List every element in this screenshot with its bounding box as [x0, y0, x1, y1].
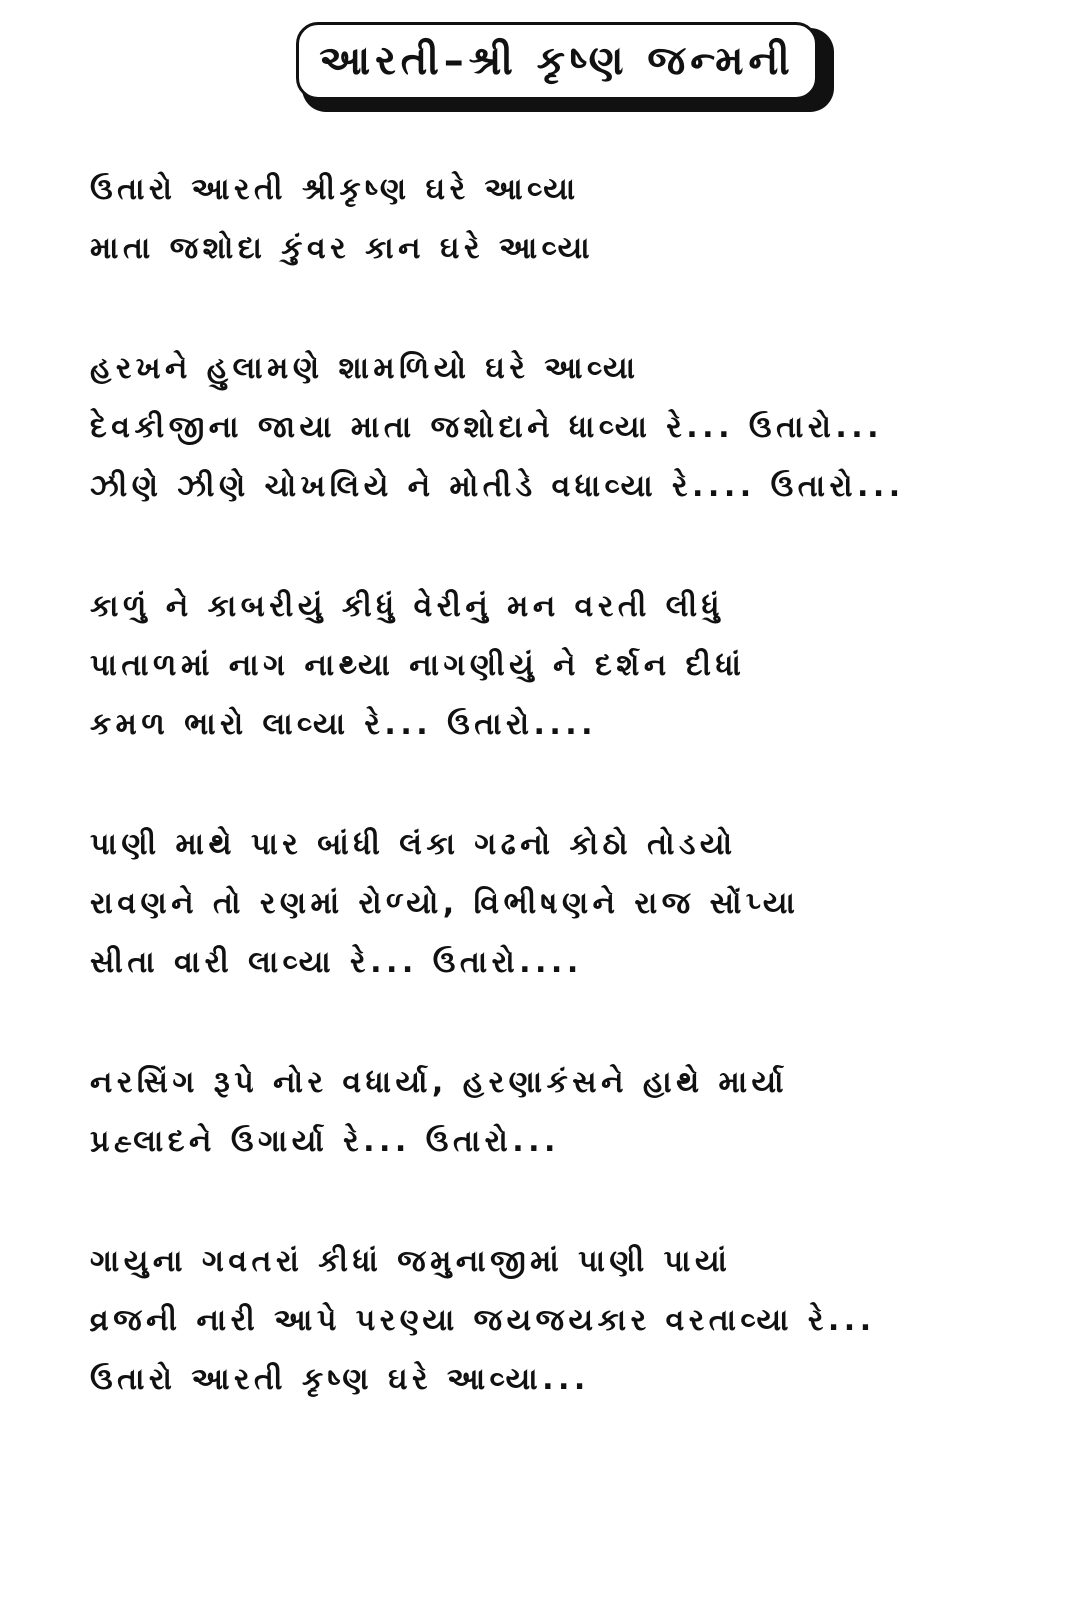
poem-line: સીતા વારી લાવ્યા રે... ઉતારો....	[90, 945, 583, 980]
poem-line: રાવણને તો રણમાં રોળ્યો, વિભીષણને રાજ સોંપ્યા	[90, 886, 800, 921]
stanza-3	[90, 577, 1050, 754]
stanza-4	[90, 815, 1050, 992]
poem-line: ગાયુના ગવતરાં કીધાં જમુનાજીમાં પાણી પાયાં	[90, 1244, 732, 1279]
poem-line: પાતાળમાં નાગ નાથ્યા નાગણીયું ને દર્શન દીધાં	[90, 648, 746, 683]
poem-line: પાણી માથે પાર બાંધી લંકા ગઢનો કોઠો તોડયો	[90, 827, 737, 862]
poem-body	[90, 160, 1050, 1470]
title-box	[296, 22, 818, 100]
poem-line: ઝીણે ઝીણે ચોખલિયે ને મોતીડે વધાવ્યા રે.... ઉતારો...	[90, 469, 905, 504]
poem-line: દેવકીજીના જાયા માતા જશોદાને ધાવ્યા રે... ઉતારો...	[90, 410, 884, 445]
poem-line: પ્રહ્લાદને ઉગાર્યા રે... ઉતારો...	[90, 1124, 560, 1159]
poem-line: નરસિંગ રૂપે નોર વધાર્યા, હરણાકંસને હાથે માર્યા	[90, 1065, 788, 1100]
stanza-1	[90, 160, 1050, 278]
title-banner	[296, 22, 836, 114]
poem-line: વ્રજની નારી આપે પરણ્યા જયજયકાર વરતાવ્યા રે...	[90, 1303, 876, 1338]
stanza-2	[90, 339, 1050, 516]
page-title: આરતી–શ્રી કૃષ્ણ જન્મની	[319, 38, 795, 84]
poem-line: માતા જશોદા કુંવર કાન ઘરે આવ્યા	[90, 231, 595, 266]
poem-line: ઉતારો આરતી કૃષ્ણ ઘરે આવ્યા...	[90, 1362, 590, 1397]
poem-line: ઉતારો આરતી શ્રીકૃષ્ણ ઘરે આવ્યા	[90, 172, 580, 207]
stanza-6	[90, 1232, 1050, 1409]
poem-line: હરખને હુલામણે શામળિયો ઘરે આવ્યા	[90, 351, 640, 386]
stanza-5	[90, 1053, 1050, 1171]
poem-line: કાળું ને કાબરીયું કીધું વેરીનું મન વરતી લીધું	[90, 589, 725, 624]
poem-line: કમળ ભારો લાવ્યા રે... ઉતારો....	[90, 707, 598, 742]
